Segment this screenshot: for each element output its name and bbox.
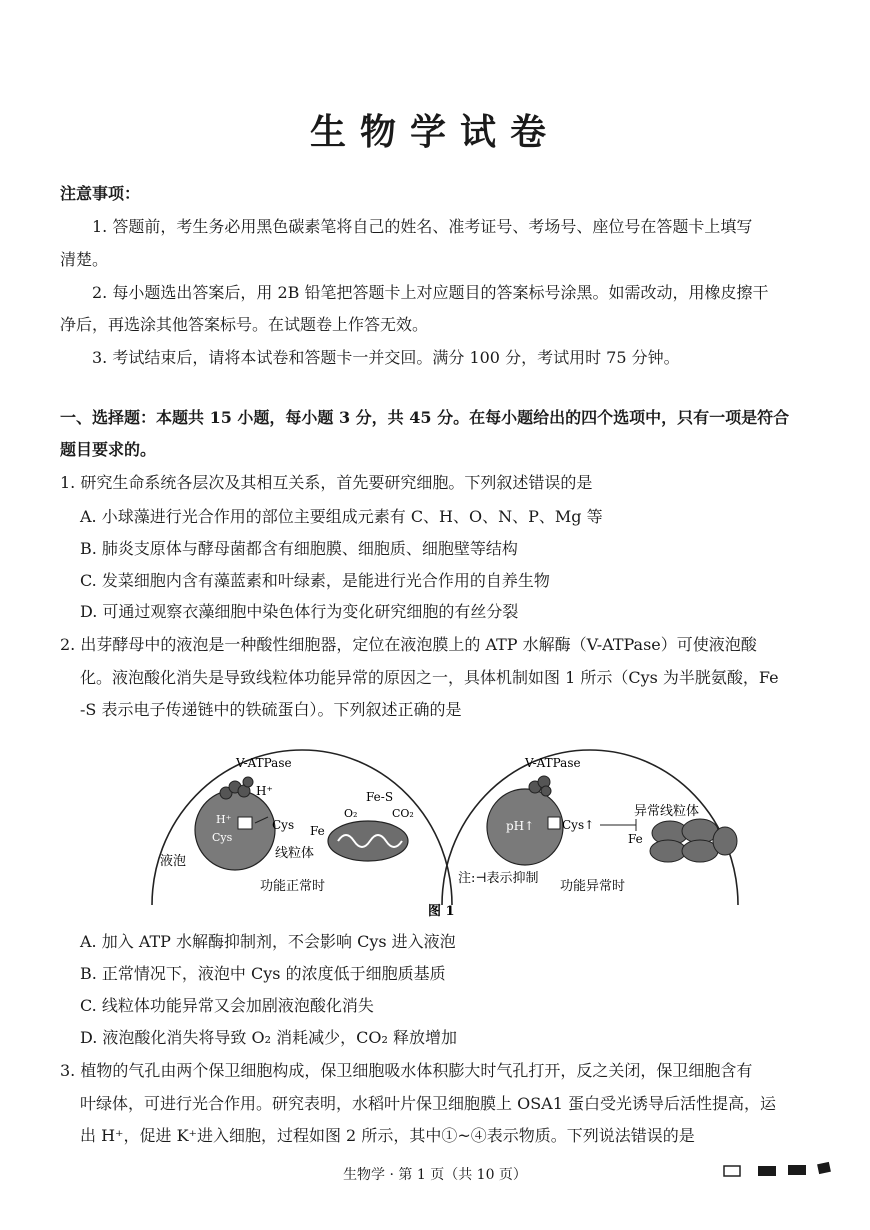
registration-mark-icon bbox=[817, 1162, 831, 1174]
question-stem: 叶绿体，可进行光合作用。研究表明，水稻叶片保卫细胞膜上 OSA1 蛋白受光诱导后活性提高，运 bbox=[80, 1094, 776, 1113]
h-plus-label: H⁺ bbox=[256, 784, 273, 798]
question-option: B. 正常情况下，液泡中 Cys 的浓度低于细胞质基质 bbox=[80, 964, 446, 983]
co2-label: CO₂ bbox=[392, 807, 414, 820]
inhibit-icon bbox=[600, 819, 636, 831]
notice-heading: 注意事项： bbox=[60, 184, 141, 203]
registration-mark-icon bbox=[724, 1166, 740, 1176]
vacuole bbox=[195, 790, 275, 870]
notice-item: 2. 每小题选出答案后，用 2B 铅笔把答题卡上对应题目的答案标号涂黑。如需改动，用橡皮擦干 bbox=[92, 283, 769, 302]
section-heading: 题目要求的。 bbox=[60, 440, 157, 459]
mito-label: 线粒体 bbox=[275, 846, 315, 861]
v-atpase-label-right: V-ATPase bbox=[525, 756, 581, 770]
cys-inner-label: Cys bbox=[212, 831, 233, 844]
question-stem: -S 表示电子传递链中的铁硫蛋白）。下列叙述正确的是 bbox=[80, 700, 462, 719]
note-label: 注:⊣表示抑制 bbox=[458, 871, 539, 886]
cys-transporter-icon bbox=[238, 817, 252, 829]
question-stem: 2. 出芽酵母中的液泡是一种酸性细胞器，定位在液泡膜上的 ATP 水解酶（V-ATPase）可使液泡酸 bbox=[60, 635, 757, 654]
right-caption: 功能异常时 bbox=[560, 879, 626, 894]
question-option: D. 液泡酸化消失将导致 O₂ 消耗减少，CO₂ 释放增加 bbox=[80, 1028, 457, 1047]
registration-mark-icon bbox=[758, 1166, 776, 1176]
cys-transporter-icon bbox=[548, 817, 560, 829]
question-stem: 1. 研究生命系统各层次及其相互关系，首先要研究细胞。下列叙述错误的是 bbox=[60, 473, 593, 492]
question-option: A. 小球藻进行光合作用的部位主要组成元素有 C、H、O、N、P、Mg 等 bbox=[80, 507, 603, 526]
fe-left-label: Fe bbox=[310, 824, 325, 838]
mitochondrion-icon bbox=[328, 821, 408, 861]
notice-item: 清楚。 bbox=[60, 250, 109, 269]
question-stem: 3. 植物的气孔由两个保卫细胞构成，保卫细胞吸水体积膨大时气孔打开，反之关闭，保卫细胞含有 bbox=[60, 1061, 753, 1080]
ph-label: pH↑ bbox=[506, 819, 535, 833]
left-caption: 功能正常时 bbox=[260, 879, 326, 894]
notice-item: 净后，再选涂其他答案标号。在试题卷上作答无效。 bbox=[60, 315, 429, 334]
scan-marks bbox=[722, 1160, 842, 1184]
abnormal-mito-label: 异常线粒体 bbox=[634, 804, 700, 819]
question-option: C. 线粒体功能异常又会加剧液泡酸化消失 bbox=[80, 996, 374, 1015]
page-title: 生物学试卷 bbox=[309, 111, 560, 153]
h-inner-label: H⁺ bbox=[216, 813, 232, 826]
question-stem: 出 H⁺，促进 K⁺进入细胞，过程如图 2 所示，其中①~④表示物质。下列说法错误的是 bbox=[80, 1126, 695, 1145]
question-stem: 化。液泡酸化消失是导致线粒体功能异常的原因之一，具体机制如图 1 所示（Cys 为半胱氨酸，Fe bbox=[80, 668, 779, 687]
question-option: D. 可通过观察衣藻细胞中染色体行为变化研究细胞的有丝分裂 bbox=[80, 602, 519, 621]
fe-s-label: Fe-S bbox=[366, 790, 394, 804]
question-option: A. 加入 ATP 水解酶抑制剂，不会影响 Cys 进入液泡 bbox=[80, 932, 456, 951]
cys-right-label: Cys↑ bbox=[562, 818, 595, 832]
cys-left-label: Cys bbox=[272, 818, 295, 832]
registration-mark-icon bbox=[788, 1165, 806, 1175]
vacuole-label: 液泡 bbox=[160, 854, 187, 869]
figure-1 bbox=[140, 735, 740, 920]
figure-label: 图 1 bbox=[428, 904, 455, 919]
question-option: C. 发菜细胞内含有藻蓝素和叶绿素，是能进行光合作用的自养生物 bbox=[80, 571, 550, 590]
question-option: B. 肺炎支原体与酵母菌都含有细胞膜、细胞质、细胞壁等结构 bbox=[80, 539, 518, 558]
fe-right-label: Fe bbox=[628, 832, 643, 846]
abnormal-mitochondria-icon bbox=[650, 819, 737, 862]
section-heading: 一、选择题：本题共 15 小题，每小题 3 分，共 45 分。在每小题给出的四个选项中，只有一项是符合 bbox=[60, 408, 790, 427]
notice-item: 1. 答题前，考生务必用黑色碳素笔将自己的姓名、准考证号、考场号、座位号在答题卡上填写 bbox=[92, 217, 753, 236]
notice-item: 3. 考试结束后，请将本试卷和答题卡一并交回。满分 100 分，考试用时 75 分钟。 bbox=[92, 348, 680, 367]
page-footer: 生物学 · 第 1 页（共 10 页） bbox=[343, 1167, 527, 1183]
v-atpase-label: V-ATPase bbox=[236, 756, 292, 770]
o2-label: O₂ bbox=[344, 807, 358, 820]
